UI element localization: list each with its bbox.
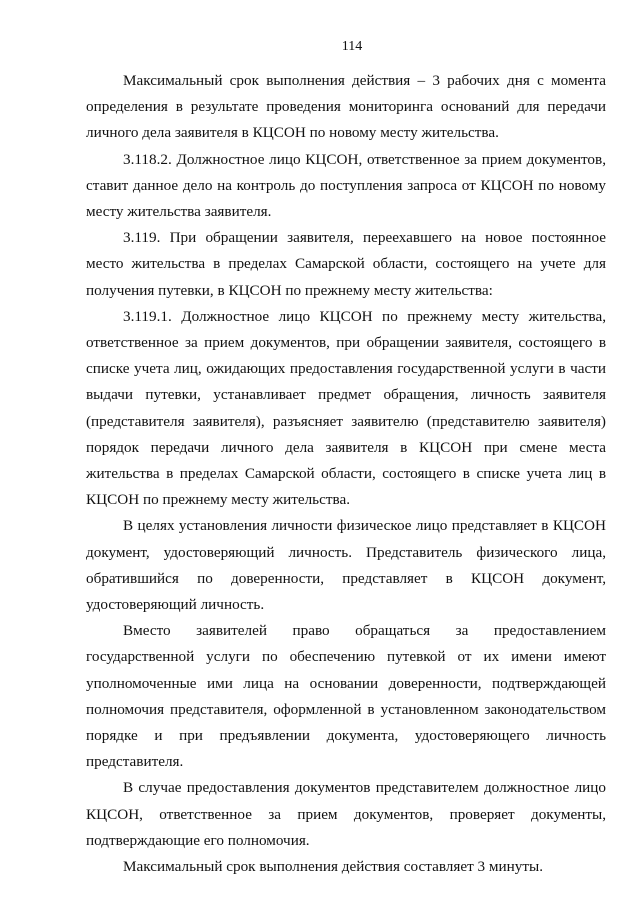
paragraph: 3.119. При обращении заявителя, переехавшего на новое постоянное место жительства в пределах Самарской области, состоящего на учете для получения путевки, в КЦСОН по прежнему месту жительства: — [86, 229, 606, 299]
paragraph: Максимальный срок выполнения действия – 3 рабочих дня с момента определения в результате проведения мониторинга оснований для передачи личного дела заявителя в КЦСОН по новому месту жительства. — [86, 72, 606, 142]
page-number: 114 — [341, 39, 363, 54]
paragraph: 3.119.1. Должностное лицо КЦСОН по прежнему месту жительства, ответственное за прием документов, при обращении заявителя, состоящего в списке учета лиц, ожидающих предоставления государственной услуги в части выдачи путевки, устанавливает предмет обращения, личность заявителя (представителя заявителя), разъясняет заявителю (представителю заявителя) порядок передачи личного дела заявителя в КЦСОН при смене места жительства в пределах Самарской области, состоящего в списке учета лиц в КЦСОН по прежнему месту жительства. — [86, 307, 606, 509]
paragraph: Максимальный срок выполнения действия составляет 3 минуты. — [123, 858, 544, 876]
paragraph: Вместо заявителей право обращаться за предоставлением государственной услуги по обеспечению путевкой от их имени имеют уполномоченные ими лица на основании доверенности, подтверждающей полномочия представителя, оформленной в установленном законодательством порядке и при предъявлении документа, удостоверяющего личность представителя. — [86, 622, 606, 771]
paragraph: В случае предоставления документов представителем должностное лицо КЦСОН, ответственное за прием документов, проверяет документы, подтверждающие его полномочия. — [86, 779, 606, 849]
paragraph: 3.118.2. Должностное лицо КЦСОН, ответственное за прием документов, ставит данное дело на контроль до поступления запроса от КЦСОН по новому месту жительства заявителя. — [86, 150, 606, 221]
paragraph: В целях установления личности физическое лицо представляет в КЦСОН документ, удостоверяющий личность. Представитель физического лица, обратившийся по доверенности, представляет в КЦСОН документ, удостоверяющий личность. — [86, 517, 606, 614]
